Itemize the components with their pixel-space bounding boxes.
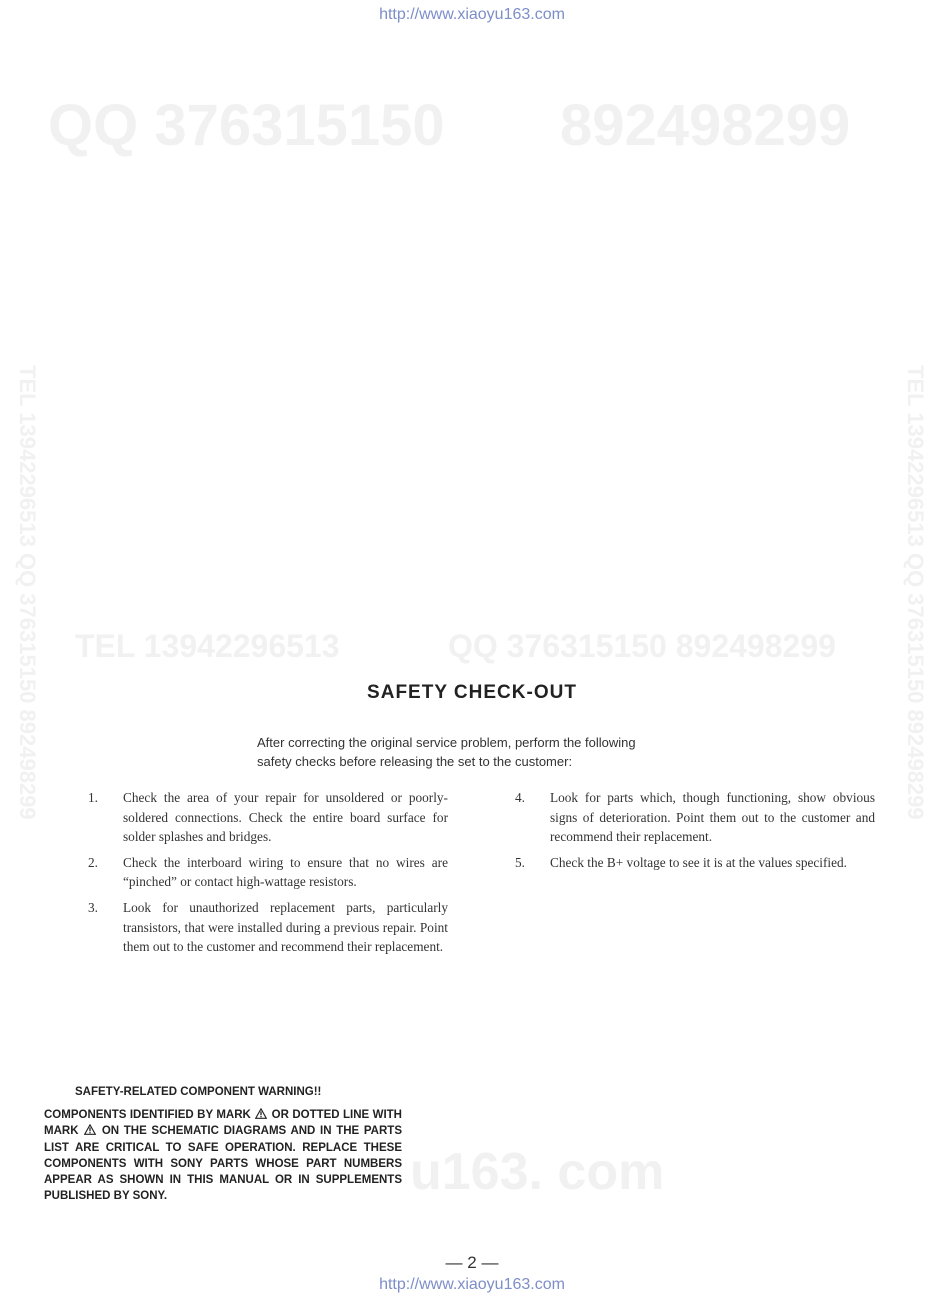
- watermark-tel-mid: TEL 13942296513: [75, 628, 340, 664]
- safety-warning-triangle-icon: [84, 1124, 96, 1135]
- checklist-item: [515, 788, 875, 847]
- item-text: Look for unauthorized replacement parts, particularly transistors, that were installed during a previous repair. Point them out to the customer and recommend their replacement.: [123, 899, 448, 955]
- watermark-qq-top-1: QQ 376315150: [48, 93, 445, 158]
- item-text: Look for parts which, though functioning, show obvious signs of deterioration. Point them out to the customer and recommend their replacement.: [550, 790, 875, 845]
- item-text: Check the interboard wiring to ensure that no wires are “pinched” or contact high-wattage resistors.: [123, 854, 448, 890]
- item-number: 2.: [88, 854, 98, 870]
- footer-url[interactable]: http://www.xiaoyu163.com: [379, 1276, 565, 1293]
- checklist-right-column: [515, 788, 875, 878]
- intro-line-1: After correcting the original service problem, perform the following: [257, 735, 636, 750]
- item-number: 4.: [515, 790, 525, 805]
- warning-heading: SAFETY-RELATED COMPONENT WARNING!!: [75, 1086, 322, 1098]
- item-text: Check the B+ voltage to see it is at the values specified.: [550, 854, 847, 870]
- warning-text: [44, 1107, 402, 1205]
- watermark-qq-top-2: 892498299: [560, 93, 851, 158]
- checklist-left-column: [88, 788, 448, 963]
- page-number: — 2 —: [445, 1253, 499, 1272]
- page-title: SAFETY CHECK-OUT: [367, 682, 577, 703]
- watermark-vertical-left: TEL 13942296513 QQ 376315150 892498299: [15, 365, 40, 820]
- checklist-item: [88, 853, 448, 892]
- header-url[interactable]: http://www.xiaoyu163.com: [379, 6, 565, 23]
- intro-paragraph: [257, 733, 727, 771]
- safety-warning-triangle-icon: [255, 1108, 267, 1119]
- watermark-qq-mid: QQ 376315150 892498299: [448, 628, 836, 664]
- intro-line-2: safety checks before releasing the set to the customer:: [257, 754, 573, 769]
- warning-text-part-3: ON THE SCHEMATIC DIAGRAMS AND IN THE PARTS LIST ARE CRITICAL TO SAFE OPERATION. REPLACE THESE COMPONENTS WITH SONY PARTS WHOSE PART NUMBERS APPEAR AS SHOWN IN THIS MANUAL OR IN SUPPLEMENTS PUBLISHED BY SONY.: [44, 1125, 402, 1203]
- item-text: Check the area of your repair for unsoldered or poorly-soldered connections. Check the entire board surface for solder splashes and bridges.: [123, 790, 448, 845]
- item-number: 5.: [515, 854, 525, 870]
- checklist-item: [88, 898, 448, 957]
- item-number: 3.: [88, 899, 98, 915]
- checklist-item: [88, 788, 448, 847]
- warning-text-part-2: OR DOTTED LINE WITH MARK: [44, 1109, 402, 1138]
- watermark-bottom: u163. com: [410, 1143, 665, 1201]
- item-number: 1.: [88, 790, 98, 805]
- checklist-item: [515, 853, 875, 873]
- warning-text-part-1: COMPONENTS IDENTIFIED BY MARK: [44, 1109, 251, 1121]
- watermark-vertical-right: TEL 13942296513 QQ 376315150 892498299: [903, 365, 928, 820]
